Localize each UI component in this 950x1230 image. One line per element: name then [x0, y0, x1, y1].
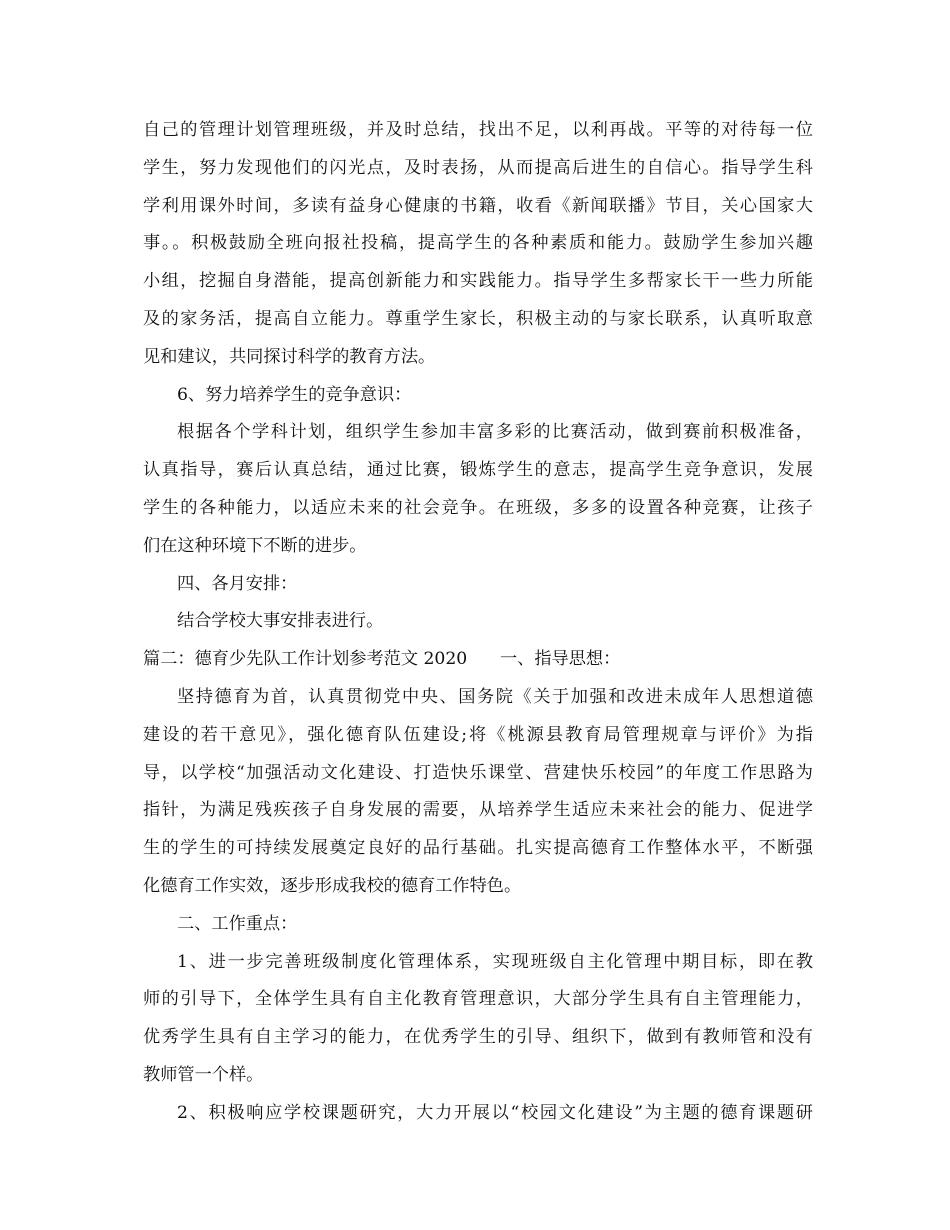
text-line: 四、各月安排：	[177, 573, 298, 594]
text-line: 导，以学校“加强活动文化建设、打造快乐课堂、营建快乐校园”的年度工作思路为	[143, 762, 813, 783]
text-line: 二、工作重点：	[177, 913, 298, 934]
text-line: 自己的管理计划管理班级，并及时总结，找出不足，以利再战。平等的对待每一位	[143, 120, 813, 140]
text-line: 们在这种环境下不断的进步。	[143, 535, 367, 556]
text-line: 小组，挖掘自身潜能，提高创新能力和实践能力。指导学生多帮家长干一些力所能	[143, 271, 813, 292]
text-line: 结合学校大事安排表进行。	[177, 611, 384, 632]
text-line: 事。。积极鼓励全班向报社投稿，提高学生的各种素质和能力。鼓励学生参加兴趣	[143, 233, 813, 254]
text-line: 学利用课外时间，多读有益身心健康的书籍，收看《新闻联播》节目，关心国家大	[143, 195, 813, 216]
text-line: 2、积极响应学校课题研究，大力开展以“校园文化建设”为主题的德育课题研	[177, 1102, 813, 1123]
text-line: 师的引导下，全体学生具有自主化教育管理意识，大部分学生具有自主管理能力，	[143, 989, 813, 1010]
text-line: 及的家务活，提高自立能力。尊重学生家长，积极主动的与家长联系，认真听取意	[143, 308, 813, 329]
text-line: 学生的各种能力，以适应未来的社会竞争。在班级，多多的设置各种竞赛，让孩子	[143, 497, 813, 518]
text-line: 篇二：德育少先队工作计划参考范文 2020 一、指导思想：	[143, 649, 621, 670]
text-line: 教师管一个样。	[143, 1064, 264, 1085]
text-line: 生的学生的可持续发展奠定良好的品行基础。扎实提高德育工作整体水平，不断强	[143, 838, 813, 859]
document-body	[143, 112, 813, 1133]
text-line: 建设的若干意见》，强化德育队伍建设;将《桃源县教育局管理规章与评价》为指	[143, 724, 813, 745]
text-line: 学生，努力发现他们的闪光点，及时表扬，从而提高后进生的自信心。指导学生科	[143, 157, 813, 178]
text-line: 优秀学生具有自主学习的能力，在优秀学生的引导、组织下，做到有教师管和没有	[143, 1027, 813, 1048]
text-line: 认真指导，赛后认真总结，通过比赛，锻炼学生的意志，提高学生竞争意识，发展	[143, 460, 813, 481]
text-line: 1、进一步完善班级制度化管理体系，实现班级自主化管理中期目标，即在教	[177, 951, 813, 972]
text-line: 根据各个学科计划，组织学生参加丰富多彩的比赛活动，做到赛前积极准备，	[177, 422, 813, 443]
text-line: 坚持德育为首，认真贯彻党中央、国务院《关于加强和改进未成年人思想道德	[177, 686, 813, 707]
text-line: 6、努力培养学生的竞争意识：	[177, 384, 412, 405]
text-line: 化德育工作实效，逐步形成我校的德育工作特色。	[143, 875, 522, 896]
text-line: 见和建议，共同探讨科学的教育方法。	[143, 346, 436, 367]
text-line: 指针，为满足残疾孩子自身发展的需要，从培养学生适应未来社会的能力、促进学	[143, 800, 813, 821]
